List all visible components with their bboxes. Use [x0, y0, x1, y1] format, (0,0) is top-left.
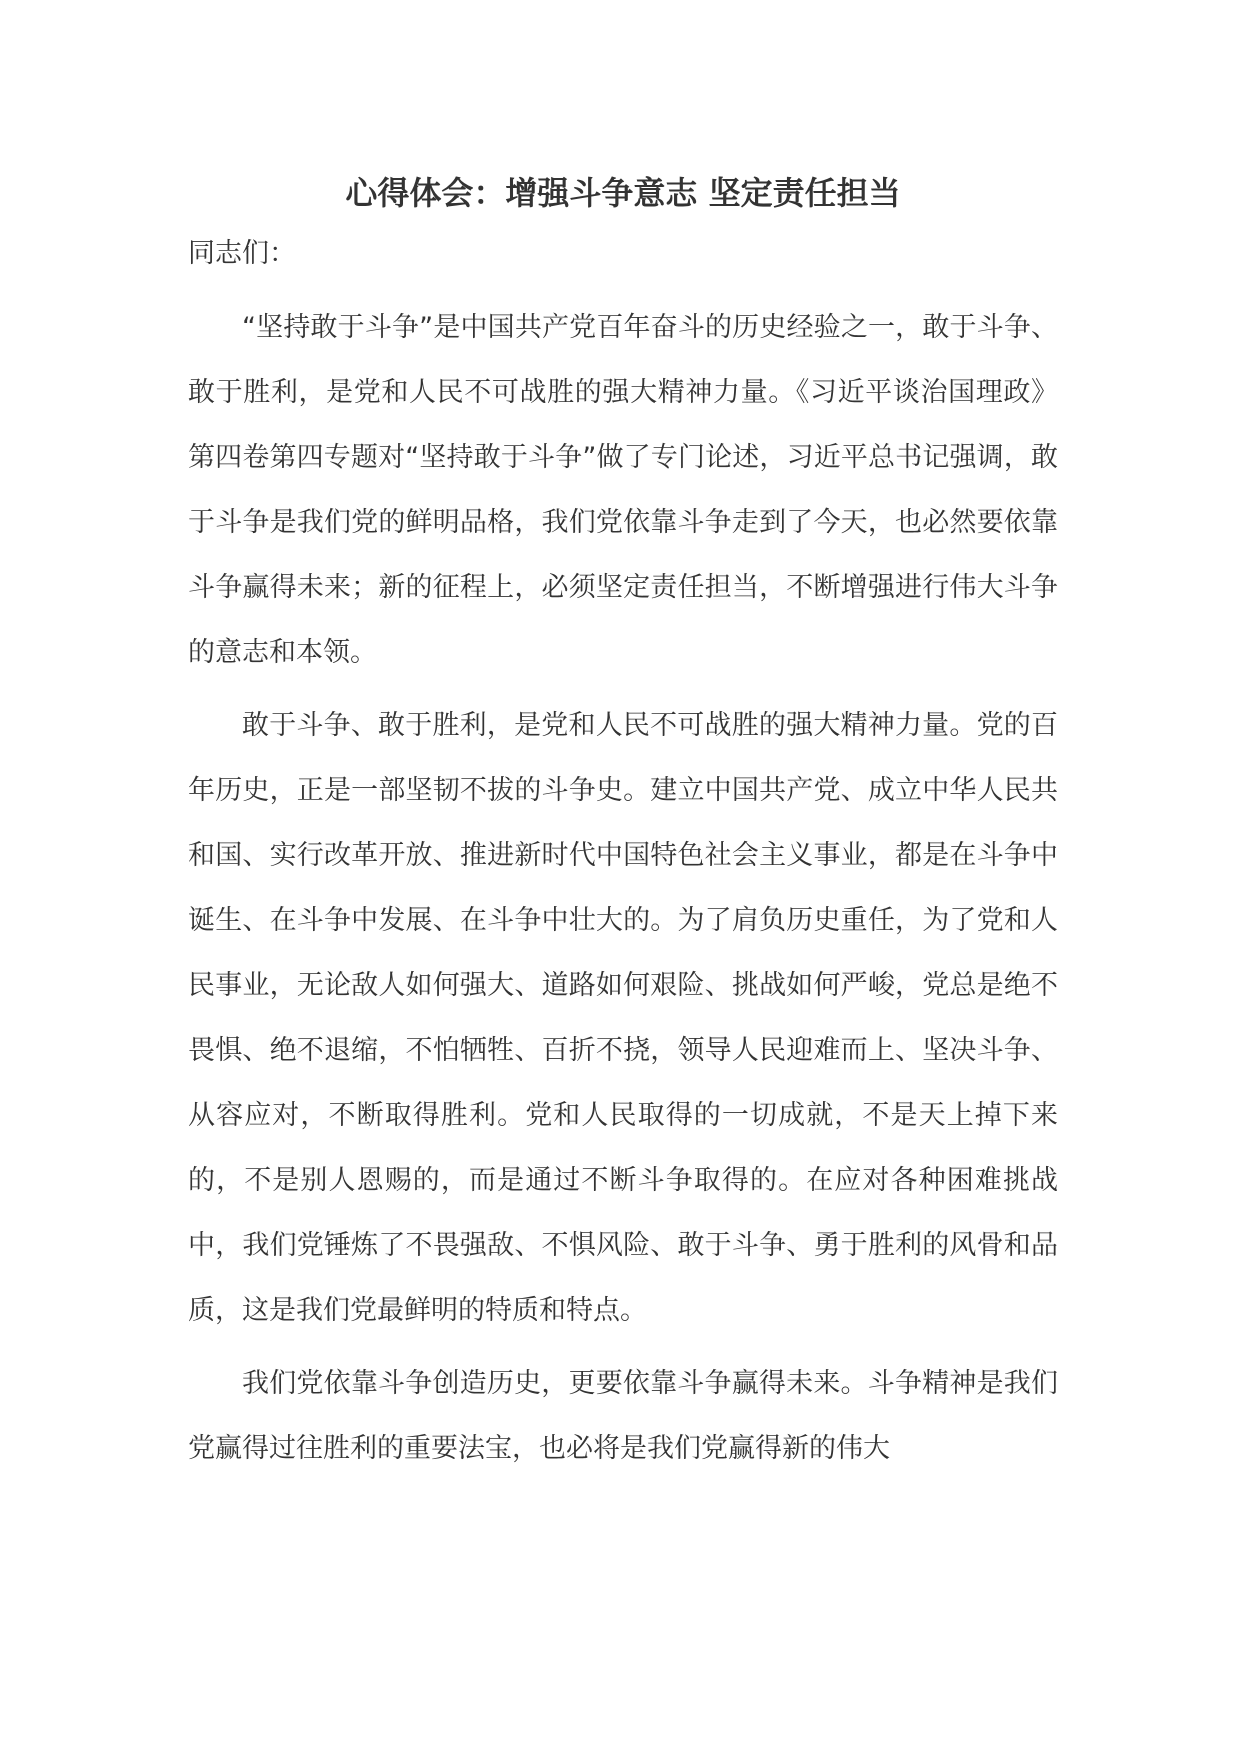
document-title: 心得体会：增强斗争意志 坚定责任担当 — [345, 174, 901, 212]
document-page — [188, 168, 1058, 1489]
paragraph-2: 敢于斗争、敢于胜利，是党和人民不可战胜的强大精神力量。党的百年历史，正是一部坚韧不拔的斗争史。建立中国共产党、成立中华人民共和国、实行改革开放、推进新时代中国特色社会主义事业，都是在斗争中诞生、在斗争中发展、在斗争中壮大的。为了肩负历史重任，为了党和人民事业，无论敌人如何强大、道路如何艰险、挑战如何严峻，党总是绝不畏惧、绝不退缩，不怕牺牲、百折不挠，领导人民迎难而上、坚决斗争、从容应对，不断取得胜利。党和人民取得的一切成就，不是天上掉下来的，不是别人恩赐的，而是通过不断斗争取得的。在应对各种困难挑战中，我们党锤炼了不畏强敌、不惧风险、敢于斗争、勇于胜利的风骨和品质，这是我们党最鲜明的特质和特点。 — [188, 710, 1058, 1326]
salutation: 同志们： — [188, 238, 296, 269]
paragraph-3: 我们党依靠斗争创造历史，更要依靠斗争赢得未来。斗争精神是我们党赢得过往胜利的重要法宝，也必将是我们党赢得新的伟大 — [188, 1368, 1058, 1464]
paragraph-1: “坚持敢于斗争”是中国共产党百年奋斗的历史经验之一，敢于斗争、敢于胜利，是党和人民不可战胜的强大精神力量。《习近平谈治国理政》第四卷第四专题对“坚持敢于斗争”做了专门论述，习近平总书记强调，敢于斗争是我们党的鲜明品格，我们党依靠斗争走到了今天，也必然要依靠斗争赢得未来；新的征程上，必须坚定责任担当，不断增强进行伟大斗争的意志和本领。 — [188, 312, 1058, 668]
